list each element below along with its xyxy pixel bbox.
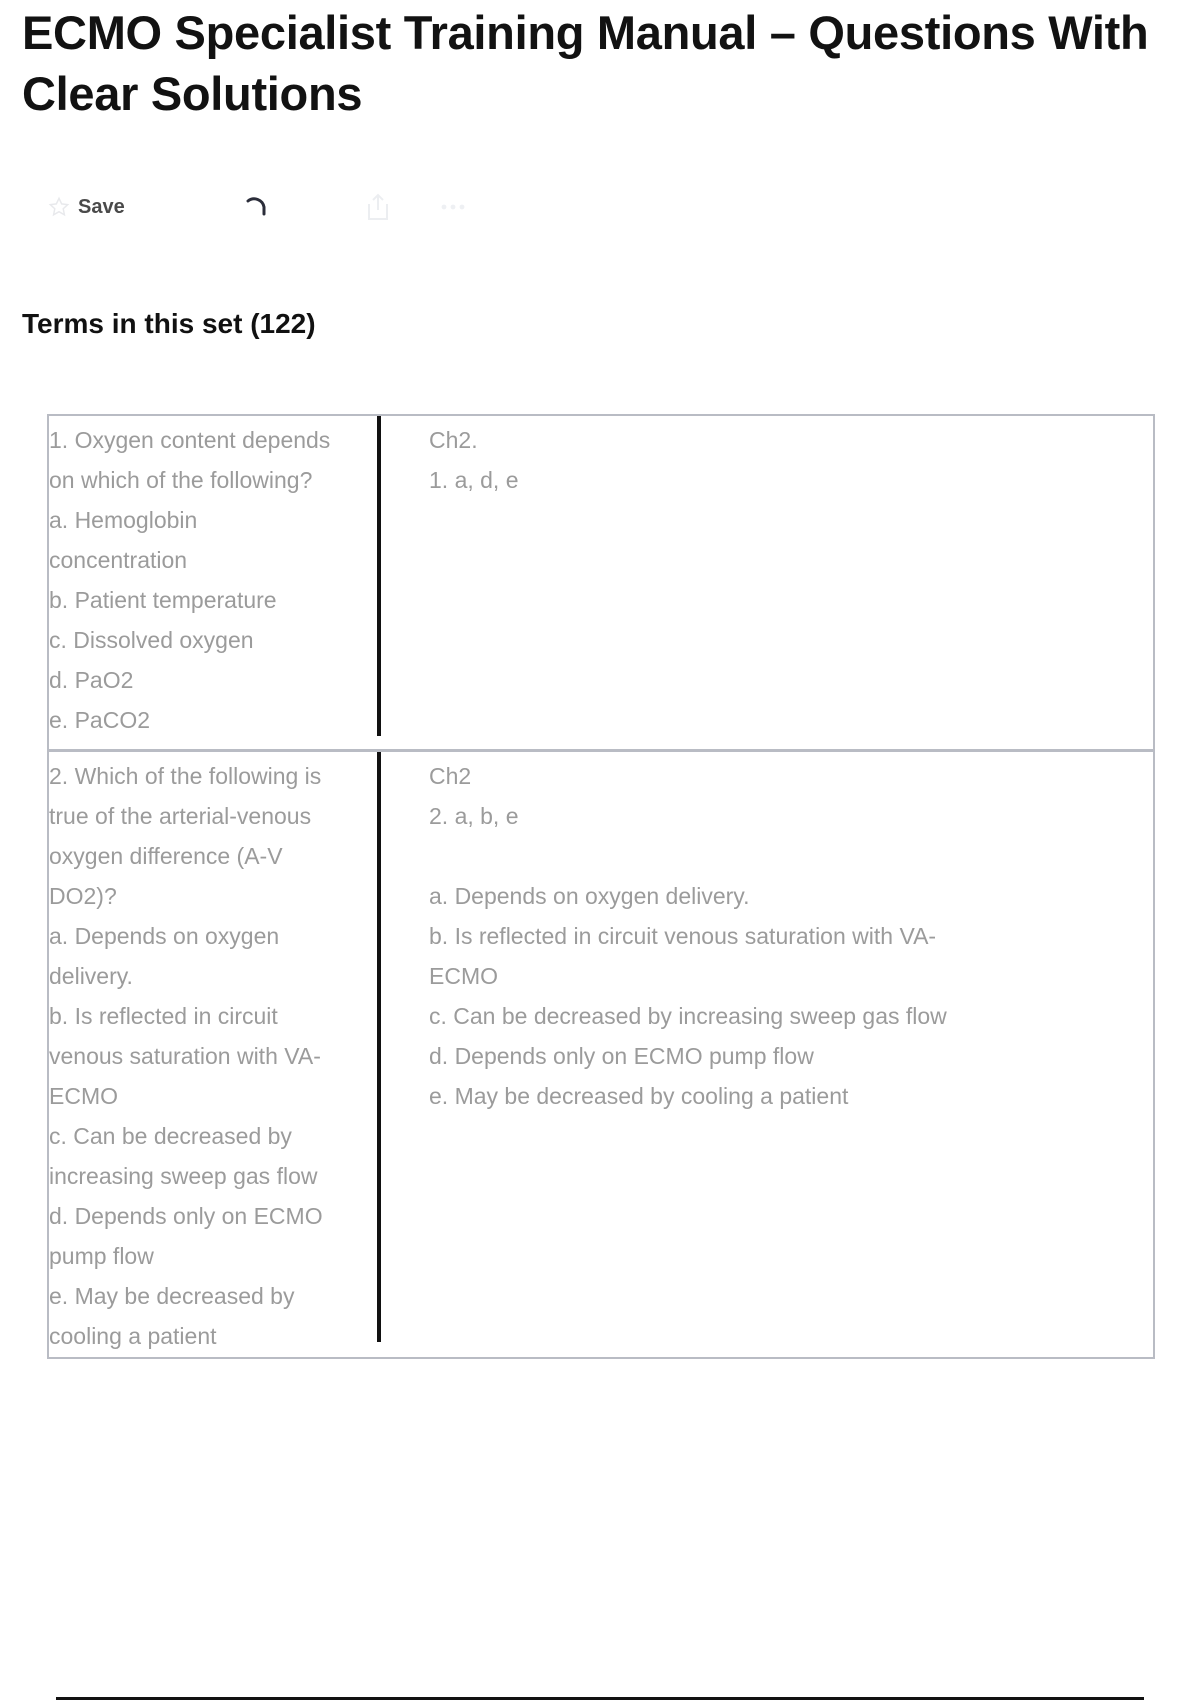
definition-line: e. May be decreased by cooling a patient xyxy=(429,1083,849,1109)
terms-table xyxy=(47,414,1155,1359)
term-line: ECMO xyxy=(49,1083,118,1109)
definition-line: d. Depends only on ECMO pump flow xyxy=(429,1043,814,1069)
term-line: d. PaO2 xyxy=(49,667,134,693)
term-line: b. Is reflected in circuit xyxy=(49,1003,278,1029)
term-line: increasing sweep gas flow xyxy=(49,1163,318,1189)
definition-line: a. Depends on oxygen delivery. xyxy=(429,883,750,909)
definition-line: 1. a, d, e xyxy=(429,467,519,493)
definition-line: b. Is reflected in circuit venous saturation with VA- xyxy=(429,923,937,949)
term-line: pump flow xyxy=(49,1243,154,1269)
term-line: d. Depends only on ECMO xyxy=(49,1203,323,1229)
term-line: on which of the following? xyxy=(49,467,313,493)
definition-line: 2. a, b, e xyxy=(429,803,519,829)
loading-spinner-icon xyxy=(242,193,270,221)
definition-line: Ch2. xyxy=(429,427,478,453)
save-label: Save xyxy=(78,195,125,218)
term-line: b. Patient temperature xyxy=(49,587,277,613)
save-button[interactable] xyxy=(48,188,125,226)
definition-line: Ch2 xyxy=(429,763,472,789)
term-line: true of the arterial-venous xyxy=(49,803,312,829)
term-cell xyxy=(49,752,381,1349)
terms-heading: Terms in this set (122) xyxy=(22,308,316,339)
term-line: cooling a patient xyxy=(49,1323,217,1349)
definition-cell xyxy=(381,752,1153,1357)
term-line: delivery. xyxy=(49,963,133,989)
term-cell xyxy=(49,416,381,736)
term-line: a. Hemoglobin xyxy=(49,507,198,533)
term-line: 1. Oxygen content depends xyxy=(49,427,331,453)
term-line: e. PaCO2 xyxy=(49,707,150,733)
share-icon[interactable] xyxy=(364,192,392,222)
more-icon[interactable] xyxy=(436,198,470,216)
definition-line: ECMO xyxy=(429,963,498,989)
term-line: 2. Which of the following is xyxy=(49,763,322,789)
page-title: ECMO Specialist Training Manual – Questions With Clear Solutions xyxy=(22,6,1149,120)
term-line: c. Can be decreased by xyxy=(49,1123,292,1149)
term-line: concentration xyxy=(49,547,188,573)
toolbar xyxy=(48,188,488,226)
definition-line: c. Can be decreased by increasing sweep gas flow xyxy=(429,1003,947,1029)
definition-spacer xyxy=(429,836,1133,876)
term-line: venous saturation with VA- xyxy=(49,1043,321,1069)
term-line: oxygen difference (A-V xyxy=(49,843,283,869)
star-icon xyxy=(48,196,70,218)
term-line: c. Dissolved oxygen xyxy=(49,627,254,653)
term-row[interactable] xyxy=(49,416,1153,749)
term-line: a. Depends on oxygen xyxy=(49,923,280,949)
term-row[interactable] xyxy=(49,749,1153,1357)
definition-cell xyxy=(381,416,1153,749)
term-line: DO2)? xyxy=(49,883,117,909)
term-line: e. May be decreased by xyxy=(49,1283,295,1309)
